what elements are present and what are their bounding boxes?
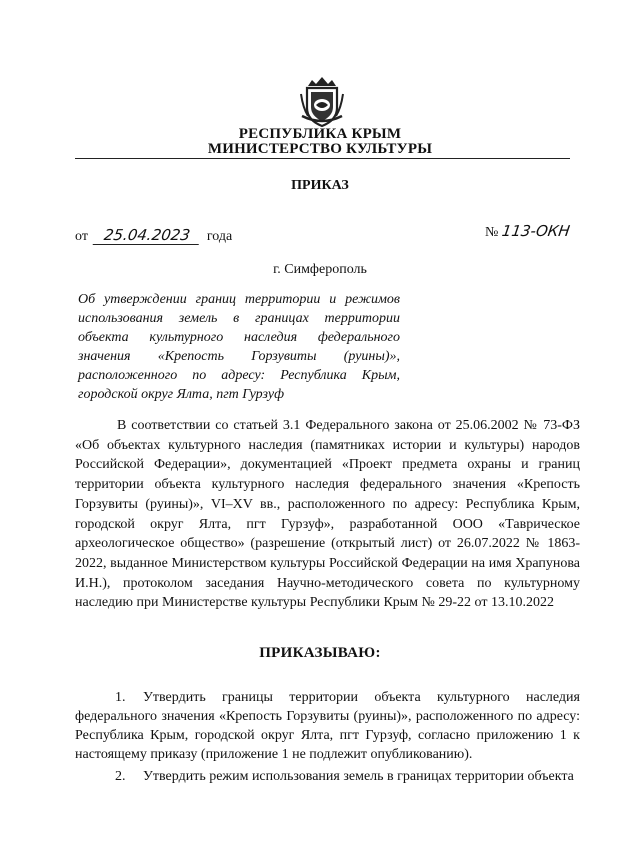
handwritten-number: 113-ОКН xyxy=(500,222,571,240)
order-heading: ПРИКАЗЫВАЮ: xyxy=(259,645,381,661)
number-line xyxy=(485,222,570,241)
preamble-paragraph: В соответствии со статьей 3.1 Федерального закона от 25.06.2002 № 73-ФЗ «Об объектах культурного наследия (памятниках истории и культуры) народов Российской Федерации», документацией «Проект предмета охраны и границ территории объекта культурного наследия федерального значения «Крепость Горзувиты (руины)», VI–XV вв., расположенного по адресу: Республика Крым, городской округ Ялта, пгт Гурзуф», разработанной ООО «Таврическое археологическое общество» (разрешение (открытый лист) от 26.07.2022 № 1863-2022, выданное Министерством культуры Российской Федерации на имя Храпунова И.Н.), протоколом заседания Научно-методического совета по культурному наследию при Министерстве культуры Республики Крым № 29-22 от 13.10.2022 xyxy=(75,418,580,611)
order-item-number: 2. xyxy=(115,769,126,784)
ministry-title: МИНИСТЕРСТВО КУЛЬТУРЫ xyxy=(207,141,433,157)
order-items xyxy=(75,688,580,789)
header-divider xyxy=(75,158,570,159)
date-prefix: от xyxy=(75,229,88,244)
order-item-text: Утвердить режим использования земель в границах территории объекта xyxy=(143,769,574,784)
order-item-text: Утвердить границы территории объекта культурного наследия федерального значения «Крепость Горзувиты (руины)», расположенного по адресу: Республика Крым, городской округ Ялта, пгт Гурзуф, согласно приложению 1 к настоящему приказу (приложение 1 не подлежит опубликованию). xyxy=(75,690,580,762)
number-prefix: № xyxy=(485,225,499,240)
document-type: ПРИКАЗ xyxy=(291,178,349,193)
handwritten-date: 25.04.2023 xyxy=(93,226,202,245)
republic-title: РЕСПУБЛИКА КРЫМ xyxy=(238,126,402,142)
order-item xyxy=(75,688,580,764)
order-item-number: 1. xyxy=(115,690,126,705)
date-suffix: года xyxy=(206,229,233,244)
order-subject: Об утверждении границ территории и режимов использования земель в границах территории объекта культурного наследия федерального значения «Крепость Горзувиты (руины)», расположенного по адресу: Республика Крым, городской округ Ялта, пгт Гурзуф xyxy=(78,292,400,402)
order-item xyxy=(75,767,580,786)
date-line xyxy=(75,226,232,245)
city-name: г. Симферополь xyxy=(273,262,367,277)
coat-of-arms-icon xyxy=(298,72,346,128)
